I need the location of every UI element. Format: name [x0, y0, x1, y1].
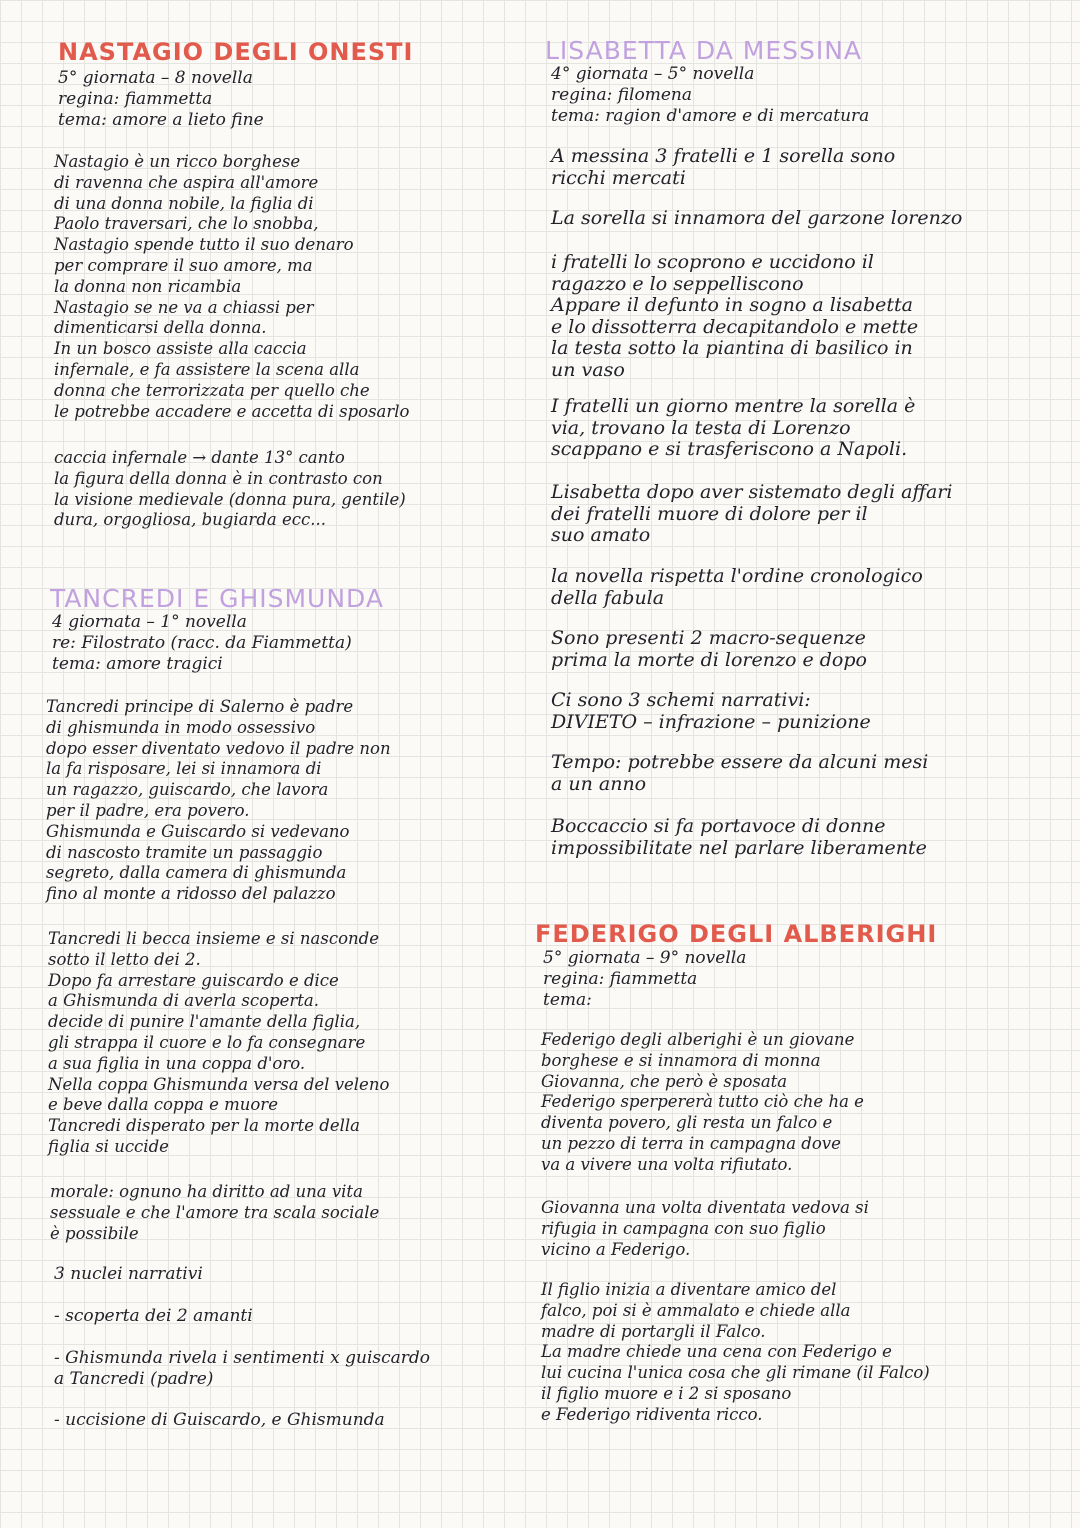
lisabetta-regina: regina: filomena: [551, 85, 692, 105]
text-line: Nella coppa Ghismunda versa del veleno: [48, 1074, 390, 1094]
text-line: Federigo sperpererà tutto ciò che ha e: [541, 1092, 864, 1112]
lisabetta-paragraph-7: [551, 628, 867, 671]
text-line: la figura della donna è in contrasto con: [54, 468, 383, 488]
federigo-paragraph-2: [541, 1198, 869, 1260]
text-line: Lisabetta dopo aver sistemato degli affari: [551, 481, 953, 503]
nastagio-meta: [58, 68, 264, 131]
lisabetta-giornata: 4° giornata – 5° novella: [551, 64, 755, 84]
federigo-meta: [543, 948, 746, 1011]
nastagio-paragraph-2: [54, 448, 406, 531]
text-line: borghese e si innamora di monna: [541, 1050, 821, 1070]
text-line: dopo esser diventato vedovo il padre non: [46, 738, 391, 758]
text-line: figlia si uccide: [48, 1136, 169, 1156]
tancredi-tema: tema: amore tragici: [52, 654, 223, 674]
text-line: I fratelli un giorno mentre la sorella è: [551, 395, 916, 417]
text-line: scappano e si trasferiscono a Napoli.: [551, 438, 908, 460]
text-line: infernale, e fa assistere la scena alla: [54, 359, 360, 379]
lisabetta-paragraph-8: [551, 690, 871, 733]
text-line: donna che terrorizzata per quello che: [54, 380, 370, 400]
text-line: Ci sono 3 schemi narrativi:: [551, 689, 811, 711]
text-line: Appare il defunto in sogno a lisabetta: [551, 294, 913, 316]
text-line: In un bosco assiste alla caccia: [54, 339, 307, 359]
tancredi-meta: [52, 612, 352, 675]
text-line: sotto il letto dei 2.: [48, 949, 201, 969]
text-line: un vaso: [551, 358, 625, 381]
text-line: a Ghismunda di averla scoperta.: [48, 991, 320, 1011]
text-line: di ghismunda in modo ossessivo: [46, 717, 316, 737]
tancredi-giornata: 4 giornata – 1° novella: [52, 612, 247, 632]
text-line: di ravenna che aspira all'amore: [54, 172, 319, 192]
text-line: Tancredi disperato per la morte della: [48, 1116, 360, 1136]
federigo-giornata: 5° giornata – 9° novella: [543, 948, 747, 968]
text-line: dei fratelli muore di dolore per il: [551, 502, 868, 525]
text-line: Il figlio inizia a diventare amico del: [541, 1280, 837, 1299]
text-line: Paolo traversari, che lo snobba,: [54, 214, 319, 234]
text-line: e Federigo ridiventa ricco.: [541, 1404, 763, 1424]
text-line: via, trovano la testa di Lorenzo: [551, 416, 851, 439]
text-line: della fabula: [551, 586, 665, 609]
text-line: falco, poi si è ammalato e chiede alla: [541, 1300, 851, 1320]
text-line: Sono presenti 2 macro-sequenze: [551, 627, 866, 649]
text-line: a sua figlia in una coppa d'oro.: [48, 1053, 306, 1073]
tancredi-nucleo-1: - scoperta dei 2 amanti: [54, 1306, 253, 1326]
text-line: impossibilitate nel parlare liberamente: [551, 836, 927, 859]
lisabetta-paragraph-3: [551, 252, 918, 381]
lisabetta-paragraph-4: [551, 396, 915, 461]
tancredi-paragraph-2: [48, 929, 389, 1158]
lisabetta-paragraph-2: [551, 208, 962, 230]
tancredi-morale: [50, 1182, 379, 1244]
text-line: Tancredi principe di Salerno è padre: [46, 697, 354, 716]
text-line: Giovanna, che però è sposata: [541, 1071, 788, 1091]
text-line: un pezzo di terra in campagna dove: [541, 1133, 841, 1153]
text-line: decide di punire l'amante della figlia,: [48, 1012, 361, 1032]
text-line: Boccaccio si fa portavoce di donne: [551, 815, 886, 837]
nastagio-regina: regina: fiammetta: [58, 89, 213, 109]
text-line: dimenticarsi della donna.: [54, 318, 267, 338]
text-line: Giovanna una volta diventata vedova si: [541, 1198, 869, 1217]
text-line: Nastagio spende tutto il suo denaro: [54, 235, 354, 255]
lisabetta-paragraph-9: [551, 752, 928, 795]
federigo-tema: tema:: [543, 990, 592, 1010]
text-line: Federigo degli alberighi è un giovane: [541, 1030, 855, 1049]
text-line: di una donna nobile, la figlia di: [54, 193, 314, 213]
text-line: vicino a Federigo.: [541, 1239, 691, 1259]
text-line: rifugia in campagna con suo figlio: [541, 1218, 826, 1238]
text-line: per il padre, era povero.: [46, 800, 250, 820]
text-line: a Tancredi (padre): [54, 1369, 214, 1389]
text-line: A messina 3 fratelli e 1 sorella sono: [551, 145, 896, 167]
federigo-paragraph-3: [541, 1280, 930, 1426]
text-line: i fratelli lo scoprono e uccidono il: [551, 251, 874, 273]
text-line: dura, orgogliosa, bugiarda ecc...: [54, 510, 326, 530]
text-line: un ragazzo, guiscardo, che lavora: [46, 780, 329, 800]
lisabetta-paragraph-6: [551, 566, 923, 609]
text-line: fino al monte a ridosso del palazzo: [46, 884, 336, 904]
text-line: prima la morte di lorenzo e dopo: [551, 648, 867, 671]
text-line: la visione medievale (donna pura, gentile): [54, 489, 406, 509]
nastagio-paragraph-1: [54, 152, 409, 422]
tancredi-re: re: Filostrato (racc. da Fiammetta): [52, 633, 352, 653]
text-line: e beve dalla coppa e muore: [48, 1095, 278, 1115]
lisabetta-paragraph-1: [551, 146, 895, 189]
tancredi-nucleo-3: - uccisione di Guiscardo, e Ghismunda: [54, 1410, 385, 1430]
tancredi-nucleo-2: [54, 1348, 430, 1390]
federigo-paragraph-1: [541, 1030, 864, 1176]
text-line: di nascosto tramite un passaggio: [46, 842, 323, 862]
lisabetta-title: LISABETTA DA MESSINA: [545, 36, 863, 65]
text-line: madre di portargli il Falco.: [541, 1321, 766, 1341]
federigo-title: FEDERIGO DEGLI ALBERIGHI: [535, 920, 938, 948]
text-line: le potrebbe accadere e accetta di sposarlo: [54, 401, 410, 421]
nastagio-title: NASTAGIO DEGLI ONESTI: [58, 38, 414, 66]
text-line: Tancredi li becca insieme e si nasconde: [48, 929, 379, 948]
text-line: per comprare il suo amore, ma: [54, 255, 313, 275]
tancredi-title: TANCREDI E GHISMUNDA: [50, 584, 384, 613]
tancredi-nuclei-heading: 3 nuclei narrativi: [54, 1264, 203, 1284]
text-line: - Ghismunda rivela i sentimenti x guiscardo: [54, 1348, 431, 1368]
text-line: gli strappa il cuore e lo fa consegnare: [48, 1032, 366, 1052]
text-line: il figlio muore e i 2 si sposano: [541, 1383, 792, 1403]
text-line: e lo dissotterra decapitandolo e mette: [551, 315, 919, 338]
text-line: è possibile: [50, 1223, 139, 1243]
text-line: caccia infernale → dante 13° canto: [54, 448, 345, 467]
text-line: suo amato: [551, 524, 651, 546]
federigo-regina: regina: fiammetta: [543, 969, 698, 989]
text-line: la novella rispetta l'ordine cronologico: [551, 565, 923, 587]
lisabetta-meta: [551, 64, 869, 127]
text-line: a un anno: [551, 772, 647, 795]
text-line: la fa risposare, lei si innamora di: [46, 759, 322, 779]
text-line: ricchi mercati: [551, 166, 686, 189]
text-line: morale: ognuno ha diritto ad una vita: [50, 1182, 363, 1201]
text-line: ragazzo e lo seppelliscono: [551, 272, 804, 295]
lisabetta-tema: tema: ragion d'amore e di mercatura: [551, 106, 870, 126]
lisabetta-paragraph-10: [551, 816, 927, 859]
text-line: Nastagio è un ricco borghese: [54, 152, 301, 171]
nastagio-giornata: 5° giornata – 8 novella: [58, 68, 253, 88]
tancredi-paragraph-1: [46, 697, 391, 905]
text-line: Nastagio se ne va a chiassi per: [54, 297, 314, 317]
text-line: La madre chiede una cena con Federigo e: [541, 1342, 892, 1362]
nastagio-tema: tema: amore a lieto fine: [58, 110, 264, 130]
text-line: la donna non ricambia: [54, 276, 242, 296]
text-line: lui cucina l'unica cosa che gli rimane (il Falco): [541, 1363, 930, 1383]
text-line: Tempo: potrebbe essere da alcuni mesi: [551, 751, 929, 773]
text-line: va a vivere una volta rifiutato.: [541, 1154, 793, 1174]
text-line: La sorella si innamora del garzone lorenzo: [551, 207, 963, 229]
text-line: Dopo fa arrestare guiscardo e dice: [48, 970, 339, 990]
text-line: la testa sotto la piantina di basilico in: [551, 337, 913, 359]
lisabetta-paragraph-5: [551, 482, 952, 547]
text-line: DIVIETO – infrazione – punizione: [551, 710, 871, 733]
text-line: diventa povero, gli resta un falco e: [541, 1113, 833, 1133]
text-line: Ghismunda e Guiscardo si vedevano: [46, 821, 350, 841]
text-line: segreto, dalla camera di ghismunda: [46, 863, 347, 883]
text-line: sessuale e che l'amore tra scala sociale: [50, 1202, 380, 1222]
